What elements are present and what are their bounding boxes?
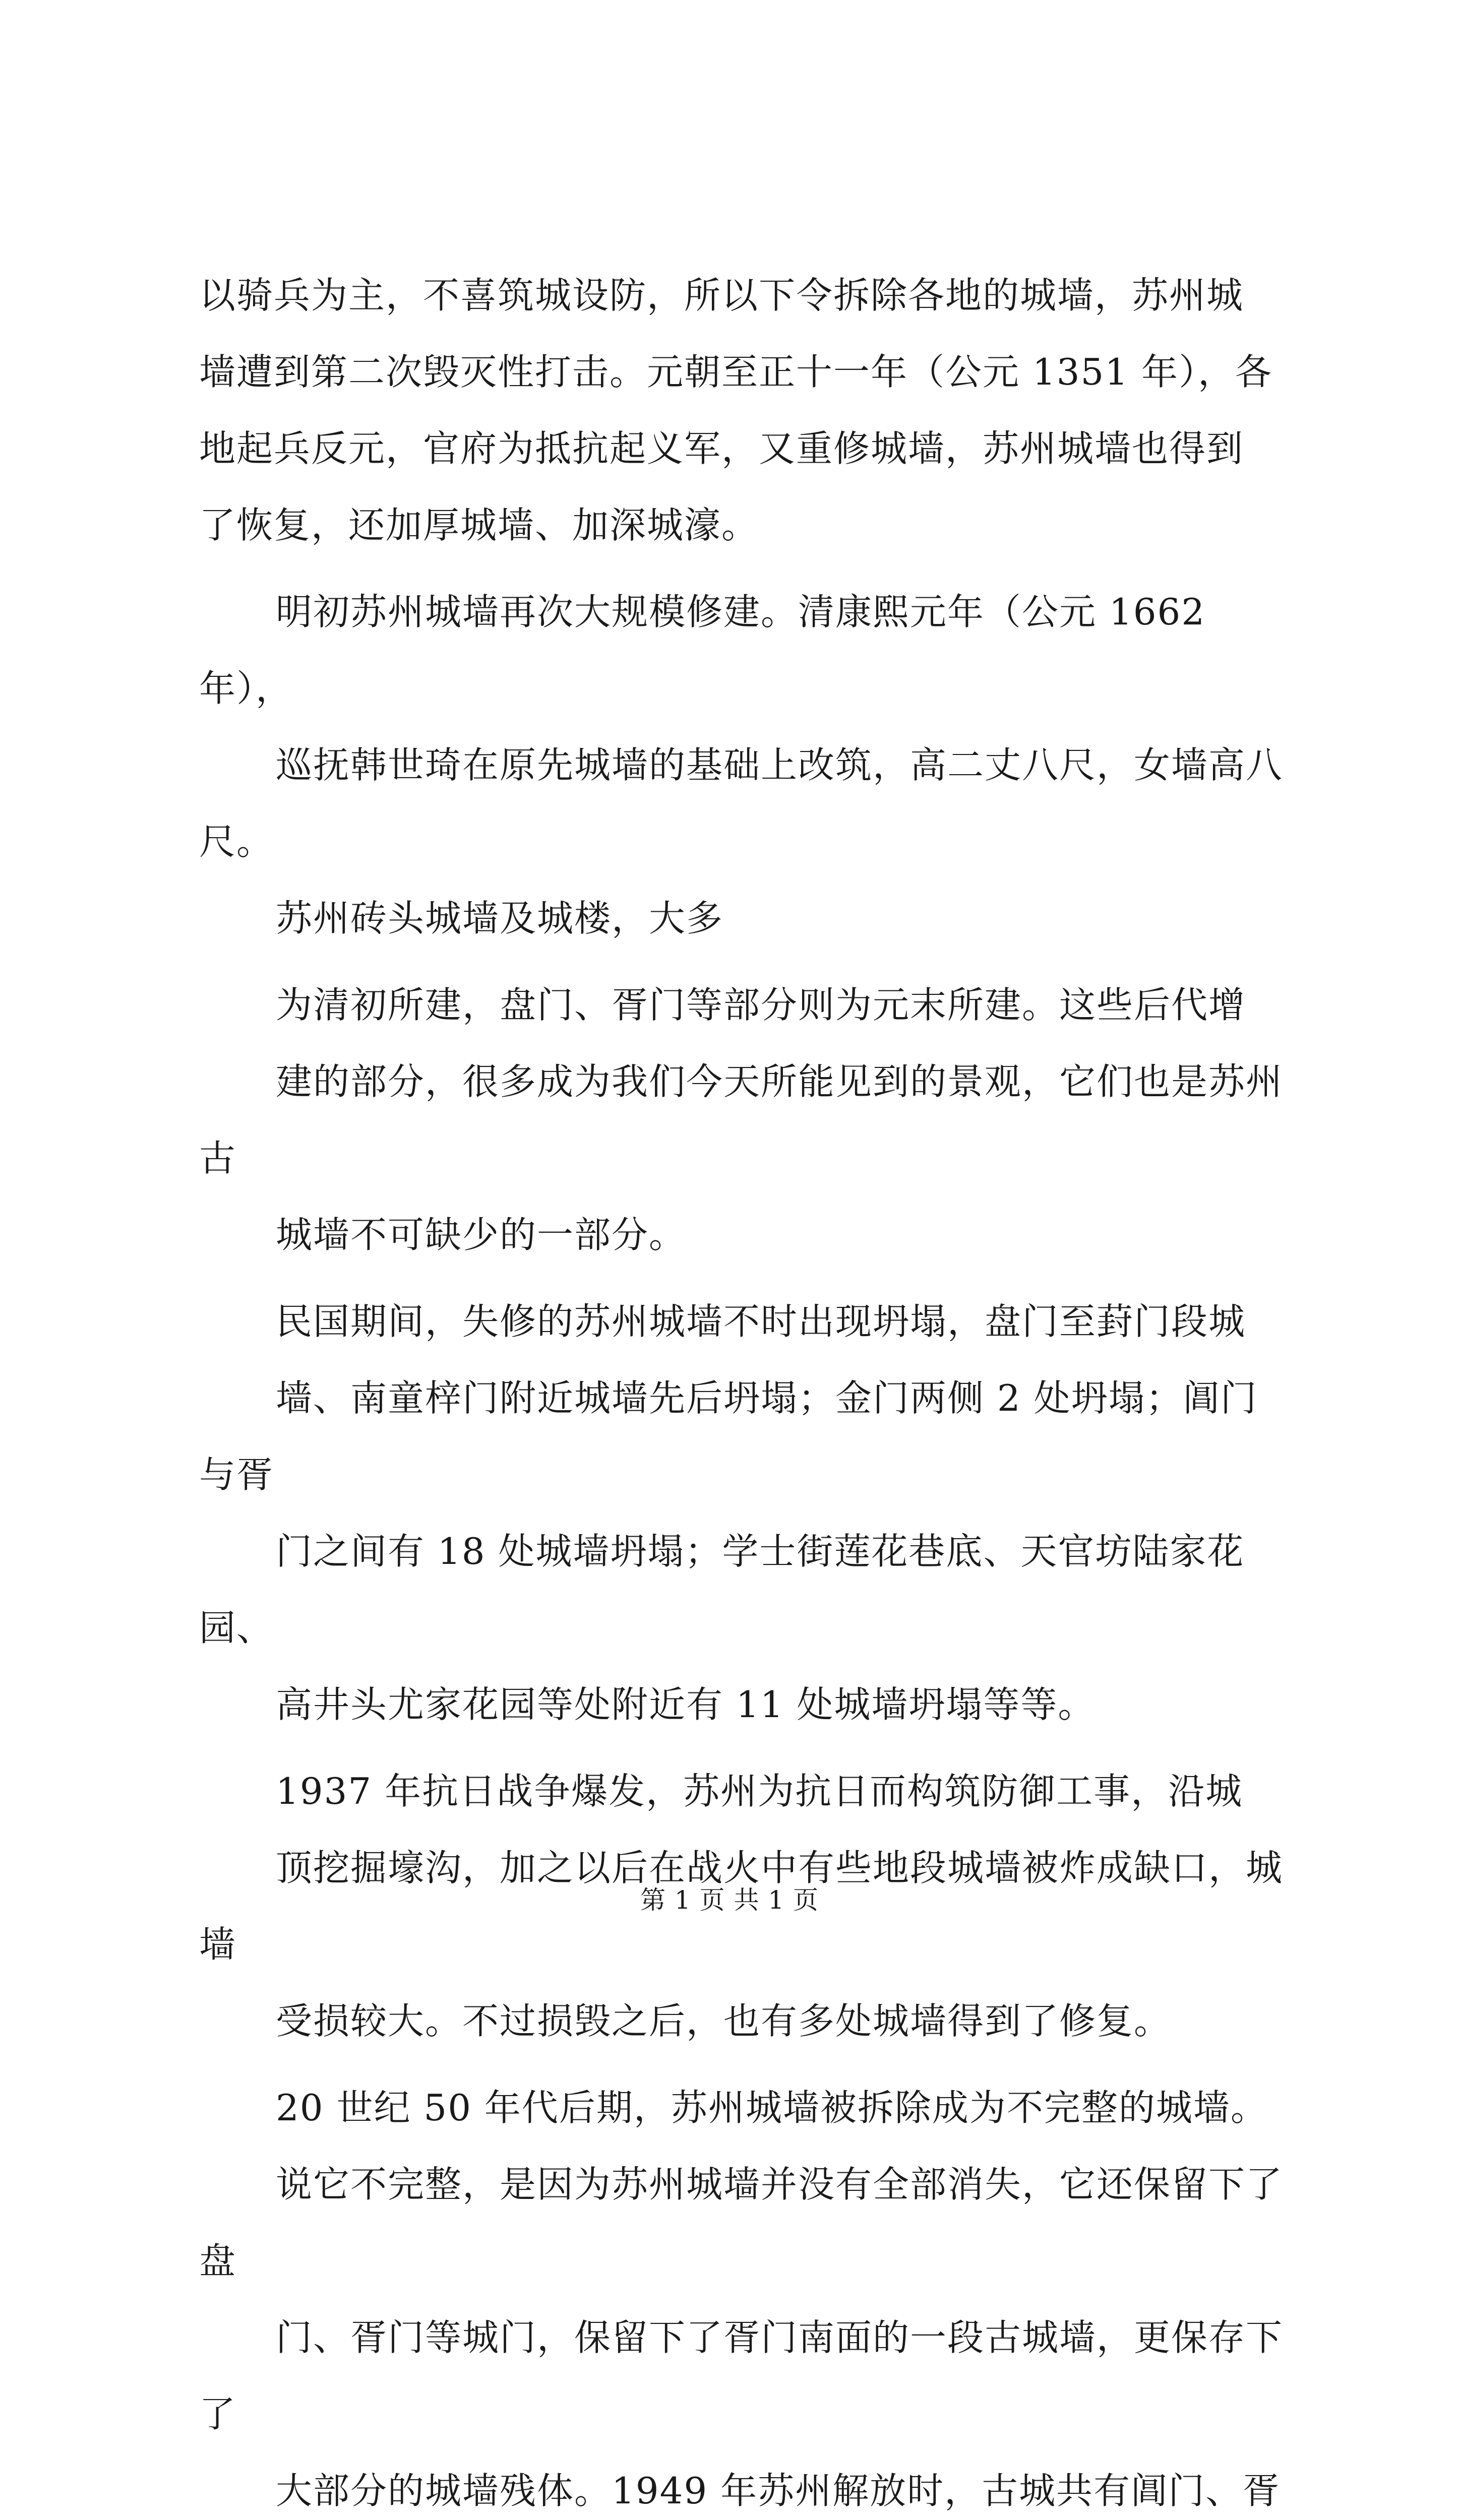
document-body (199, 257, 1288, 2520)
paragraph (199, 2069, 1288, 2520)
text-line: 门、胥门等城门，保留下了胥门南面的一段古城墙，更保存下了 (199, 2316, 1284, 2435)
text-line: 为清初所建，盘门、胥门等部分则为元末所建。这些后代增 (276, 984, 1246, 1026)
text-line: 受损较大。不过损毁之后，也有多处城墙得到了修复。 (276, 2000, 1172, 2042)
paragraph (199, 574, 1288, 957)
paragraph (199, 967, 1288, 1273)
text-line: 门之间有 18 处城墙坍塌；学士街莲花巷底、天官坊陆家花园、 (199, 1530, 1245, 1649)
text-line: 以骑兵为主，不喜筑城设防，所以下令拆除各地的城墙，苏州城 (199, 274, 1244, 317)
text-line: 说它不完整，是因为苏州城墙并没有全部消失，它还保留下了盘 (199, 2163, 1284, 2282)
text-line: 民国期间，失修的苏州城墙不时出现坍塌，盘门至葑门段城 (276, 1300, 1246, 1343)
text-line: 建的部分，很多成为我们今天所能见到的景观，它们也是苏州古 (199, 1060, 1284, 1179)
text-line: 高井头尤家花园等处附近有 11 处城墙坍塌等等。 (276, 1683, 1096, 1726)
page-footer: 第 1 页 共 1 页 (640, 1885, 819, 1915)
text-line: 明初苏州城墙再次大规模修建。清康熙元年（公元 1662 年）， (199, 591, 1206, 710)
text-line: 巡抚韩世琦在原先城墙的基础上改筑，高二丈八尺，女墙高八尺。 (199, 744, 1284, 863)
text-line: 了恢复，还加厚城墙、加深城濠。 (199, 504, 759, 546)
text-line: 地起兵反元，官府为抵抗起义军，又重修城墙，苏州城墙也得到 (199, 427, 1244, 470)
text-line: 城墙不可缺少的一部分。 (276, 1214, 687, 1256)
text-line: 1937 年抗日战争爆发，苏州为抗日而构筑防御工事，沿城 (276, 1770, 1243, 1812)
text-line: 墙、南童梓门附近城墙先后坍塌；金门两侧 2 处坍塌；阊门与胥 (199, 1377, 1258, 1496)
paragraph (199, 257, 1288, 563)
text-line: 大部分的城墙残体。1949 年苏州解放时，古城共有阊门、胥 (276, 2470, 1281, 2512)
text-line: 苏州砖头城墙及城楼，大多 (276, 897, 724, 939)
text-line: 20 世纪 50 年代后期，苏州城墙被拆除成为不完整的城墙。 (276, 2087, 1268, 2129)
paragraph (199, 1283, 1288, 1743)
text-line: 墙遭到第二次毁灭性打击。元朝至正十一年（公元 1351 年），各 (199, 351, 1273, 393)
text-line: 顶挖掘壕沟，加之以后在战火中有些地段城墙被炸成缺口，城墙 (199, 1847, 1284, 1966)
